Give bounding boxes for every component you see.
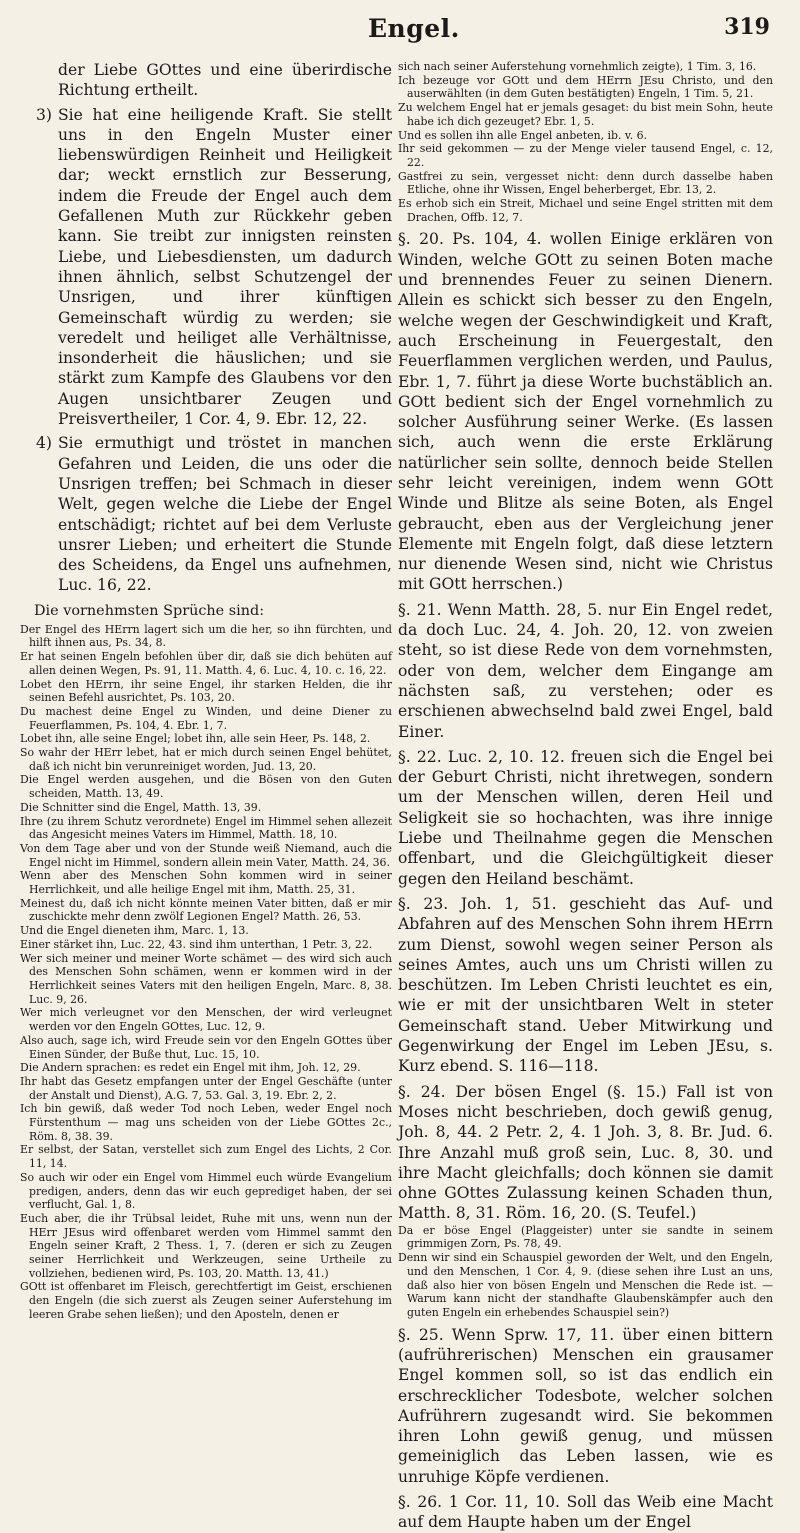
bible-quote: Die Schnitter sind die Engel, Matth. 13, 39. [20,800,262,814]
bible-quote: Ihre (zu ihrem Schutz verordnete) Engel im Himmel sehen allezeit das Angesicht meines Vaters im Himmel, Matth. 18, 10. [20,814,392,842]
sprueche-heading: Die vornehmsten Sprüche sind: [34,602,265,619]
running-title: Engel. [368,14,460,43]
section-26: §. 26. 1 Cor. 11, 10. Soll das Weib eine Macht auf dem Haupte haben um der Engel [398,1492,773,1532]
numbered-item [20,105,392,430]
bible-quote: GOtt ist offenbaret im Fleisch, gerechtfertigt im Geist, erschienen den Engeln (die sich zuerst als Zeugen seiner Auferstehung im leeren Grabe sehen ließen); und den Aposteln, denen er [20,1280,392,1321]
bible-quote: Ich bin gewiß, daß weder Tod noch Leben, weder Engel noch Fürstenthum — mag uns scheiden von der Liebe GOttes 2c., Röm. 8, 38. 39. [20,1102,392,1143]
section-23: §. 23. Joh. 1, 51. geschieht das Auf- und Abfahren auf des Menschen Sohn ihrem HErrn zum Dienst, sowohl wegen seiner Person als seines Amtes, auch uns um Christi willen zu beschützen. Im Leben Christi leuchtet es ein, wie er mit der unsichtbaren Welt in steter Gemeinschaft stand. Ueber Mitwirkung und Gegenwirkung der Engel im Leben JEsu, s. Kurz ebend. S. 116—118. [398,894,773,1076]
bible-quote: Ihr habt das Gesetz empfangen unter der Engel Geschäfte (unter der Anstalt und Dienst), A.G. 7, 53. Gal. 3, 19. Ebr. 2, 2. [20,1074,392,1102]
bible-quote: Und es sollen ihn alle Engel anbeten, ib. v. 6. [398,128,648,142]
bible-quote: Der Engel des HErrn lagert sich um die her, so ihn fürchten, und hilft ihnen aus, Ps. 34, 8. [20,622,392,650]
bible-quote: Und die Engel dieneten ihm, Marc. 1, 13. [20,924,249,938]
bible-quote: Euch aber, die ihr Trübsal leidet, Ruhe mit uns, wenn nun der HErr JEsus wird offenbaret werden vom Himmel sammt den Engeln seiner Kraft, 2 Thess. 1, 7. (deren er sich zu Zeugen seiner Herrlichkeit und Werkzeugen, seine Urtheile zu vollziehen, bedienen wird, Ps. 103, 20. Matth. 13, 41.) [20,1211,392,1280]
bible-quote: Gastfrei zu sein, vergesset nicht: denn durch dasselbe haben Etliche, ohne ihr Wissen, Engel beherberget, Ebr. 13, 2. [398,169,773,197]
page-number: 319 [724,14,770,40]
bible-quote: Die Andern sprachen: es redet ein Engel mit ihm, Joh. 12, 29. [20,1061,361,1075]
bible-quote: Lobet ihn, alle seine Engel; lobet ihn, alle sein Heer, Ps. 148, 2. [20,732,371,746]
bible-quote: Da er böse Engel (Plaggeister) unter sie sandte in seinem grimmigen Zorn, Ps. 78, 49. [398,1223,773,1251]
item-text: Sie hat eine heiligende Kraft. Sie stellt uns in den Engeln Muster einer liebenswürdigen Reinheit und Heiligkeit dar; weckt ernstlich zur Besserung, indem die Freude der Engel auch dem Gefallenen Muth zur Rückkehr geben kann. Sie treibt zur innigsten reinsten Liebe, und Liebesdiensten, um dadurch ihnen ähnlich, selbst Schutzengel der Unsrigen, und ihrer künftigen Gemeinschaft würdig zu werden; sie veredelt und heiliget alle Verhältnisse, insonderheit die häuslichen; und sie stärkt zum Kampfe des Glaubens vor den Augen unsichtbarer Zeugen und Preisvertheiler, 1 Cor. 4, 9. Ebr. 12, 22. [58,105,392,429]
bible-quote: So wahr der HErr lebet, hat er mich durch seinen Engel behütet, daß ich nicht bin verunreiniget worden, Jud. 13, 20. [20,746,392,773]
quote-list-top [398,60,773,224]
section-21: §. 21. Wenn Matth. 28, 5. nur Ein Engel redet, da doch Luc. 24, 4. Joh. 20, 12. von zweien steht, so ist diese Rede von dem vornehmsten, oder von dem, welcher dem Eingange am nächsten saß, zu verstehen; oder es erschienen abwechselnd bald zwei Engel, bald Einer. [398,600,773,741]
section-24: §. 24. Der bösen Engel (§. 15.) Fall ist von Moses nicht beschrieben, doch gewiß genug, Joh. 8, 44. 2 Petr. 2, 4. 1 Joh. 3, 8. Br. Jud. 6. Ihre Anzahl muß groß sein, Luc. 8, 30. und ihre Macht gleichfalls; doch können sie damit ohne GOttes Zulassung keinen Schaden thun, Matth. 8, 31. Röm. 16, 20. (S. Teufel.) [398,1082,773,1223]
quote-list [20,623,392,1322]
bible-quote: Du machest deine Engel zu Winden, und deine Diener zu Feuerflammen, Ps. 104, 4. Ebr. 1, 7. [20,704,392,732]
bible-quote: Ich bezeuge vor GOtt und dem HErrn JEsu Christo, und den auserwählten (in dem Guten bestätigten) Engeln, 1 Tim. 5, 21. [398,73,773,101]
left-column [20,60,392,1321]
bible-quote: sich nach seiner Auferstehung vornehmlich zeigte), 1 Tim. 3, 16. [398,60,757,73]
bible-quote: Also auch, sage ich, wird Freude sein vor den Engeln GOttes über Einen Sünder, der Buße thut, Luc. 15, 10. [20,1033,392,1061]
bible-quote: Zu welchem Engel hat er jemals gesaget: du bist mein Sohn, heute habe ich dich gezeuget? Ebr. 1, 5. [398,101,773,128]
section-20: §. 20. Ps. 104, 4. wollen Einige erklären von Winden, welche GOtt zu seinen Boten mache und brennendes Feuer zu seinen Dienern. Allein es schickt sich besser zu den Engeln, welche wegen der Geschwindigkeit und Kraft, auch Erscheinung in Feuergestalt, den Feuerflammen verglichen werden, und Paulus, Ebr. 1, 7. führt ja diese Worte buchstäblich an. GOtt bedient sich der Engel vornehmlich zu solcher Ausführung seiner Werke. (Es lassen sich, auch wenn die erste Erklärung natürlicher sein sollte, dennoch beide Stellen sehr leicht vereinigen, indem wenn GOtt Winde und Blitze als seine Boten, als Engel gebraucht, eben aus der Vergleichung jener Elemente mit Engeln folgt, daß diese letztern nur dienende Wesen sind, nicht wie Christus mit GOtt herrschen.) [398,230,773,594]
section-22: §. 22. Luc. 2, 10. 12. freuen sich die Engel bei der Geburt Christi, nicht ihretwegen, sondern um der Menschen willen, deren Heil und Seligkeit sie so hochachten, was ihre innige Liebe und Theilnahme gegen die Menschen offenbart, und die Gleichgültigkeit dieser gegen den Heiland beschämt. [398,747,773,888]
bible-quote: Einer stärket ihn, Luc. 22, 43. sind ihm unterthan, 1 Petr. 3, 22. [20,937,373,951]
bible-quote: So auch wir oder ein Engel vom Himmel euch würde Evangelium predigen, anders, denn das wir euch geprediget haben, der sei verflucht, Gal. 1, 8. [20,1170,392,1212]
bible-quote: Er selbst, der Satan, verstellet sich zum Engel des Lichts, 2 Cor. 11, 14. [20,1143,392,1171]
quote-list-mid [398,1224,773,1320]
bible-quote: Er hat seinen Engeln befohlen über dir, daß sie dich behüten auf allen deinen Wegen, Ps. 91, 11. Matth. 4, 6. Luc. 4, 10. c. 16, 22. [20,650,392,677]
bible-quote: Es erhob sich ein Streit, Michael und seine Engel stritten mit dem Drachen, Offb. 12, 7. [398,197,773,224]
bible-quote: Lobet den HErrn, ihr seine Engel, ihr starken Helden, die ihr seinen Befehl ausrichtet, Ps. 103, 20. [20,677,392,705]
bible-quote: Wer sich meiner und meiner Worte schämet — des wird sich auch des Menschen Sohn schämen, wenn er kommen wird in der Herrlichkeit seines Vaters mit den heiligen Engeln, Marc. 8, 38. Luc. 9, 26. [20,951,392,1006]
bible-quote: Meinest du, daß ich nicht könnte meinen Vater bitten, daß er mir zuschickte mehr denn zwölf Legionen Engel? Matth. 26, 53. [20,896,392,924]
continued-paragraph: der Liebe GOttes und eine überirdische Richtung ertheilt. [58,61,392,100]
item-number: 4) [36,434,53,453]
bible-quote: Die Engel werden ausgehen, und die Bösen von den Guten scheiden, Matth. 13, 49. [20,773,392,801]
bible-quote: Denn wir sind ein Schauspiel geworden der Welt, und den Engeln, und den Menschen, 1 Cor. 4, 9. (diese sehen ihre Lust an uns, daß also hier von bösen Engeln und Menschen die Rede ist. — Warum kann nicht der standhafte Glaubenskämpfer auch den guten Engeln ein erhebendes Schauspiel sein?) [398,1251,773,1319]
numbered-item [20,433,392,595]
bible-quote: Ihr seid gekommen — zu der Menge vieler tausend Engel, c. 12, 22. [398,142,773,169]
item-text: Sie ermuthigt und tröstet in manchen Gefahren und Leiden, die uns oder die Unsrigen treffen; bei Schmach in dieser Welt, gegen welche die Liebe der Engel entschädigt; richtet auf bei dem Verluste unsrer Lieben; und erheitert die Stunde des Scheidens, da Engel uns aufnehmen, Luc. 16, 22. [58,434,392,595]
page-header [0,8,800,48]
bible-quote: Von dem Tage aber und von der Stunde weiß Niemand, auch die Engel nicht im Himmel, sondern allein mein Vater, Matth. 24, 36. [20,841,392,869]
section-25: §. 25. Wenn Sprw. 17, 11. über einen bittern (aufrührerischen) Menschen ein grausamer Engel kommen soll, so ist das endlich ein erschrecklicher Todesbote, welcher solchen Aufrührern zugesandt wird. Sie bekommen ihren Lohn gewiß genug, und müssen gemeiniglich das Leben lassen, wie es unruhige Köpfe verdienen. [398,1325,773,1486]
right-column [398,60,773,1532]
bible-quote: Wer mich verleugnet vor den Menschen, der wird verleugnet werden vor den Engeln GOttes, Luc. 12, 9. [20,1006,392,1034]
bible-quote: Wenn aber des Menschen Sohn kommen wird in seiner Herrlichkeit, und alle heilige Engel mit ihm, Matth. 25, 31. [20,869,392,897]
item-number: 3) [36,105,53,124]
